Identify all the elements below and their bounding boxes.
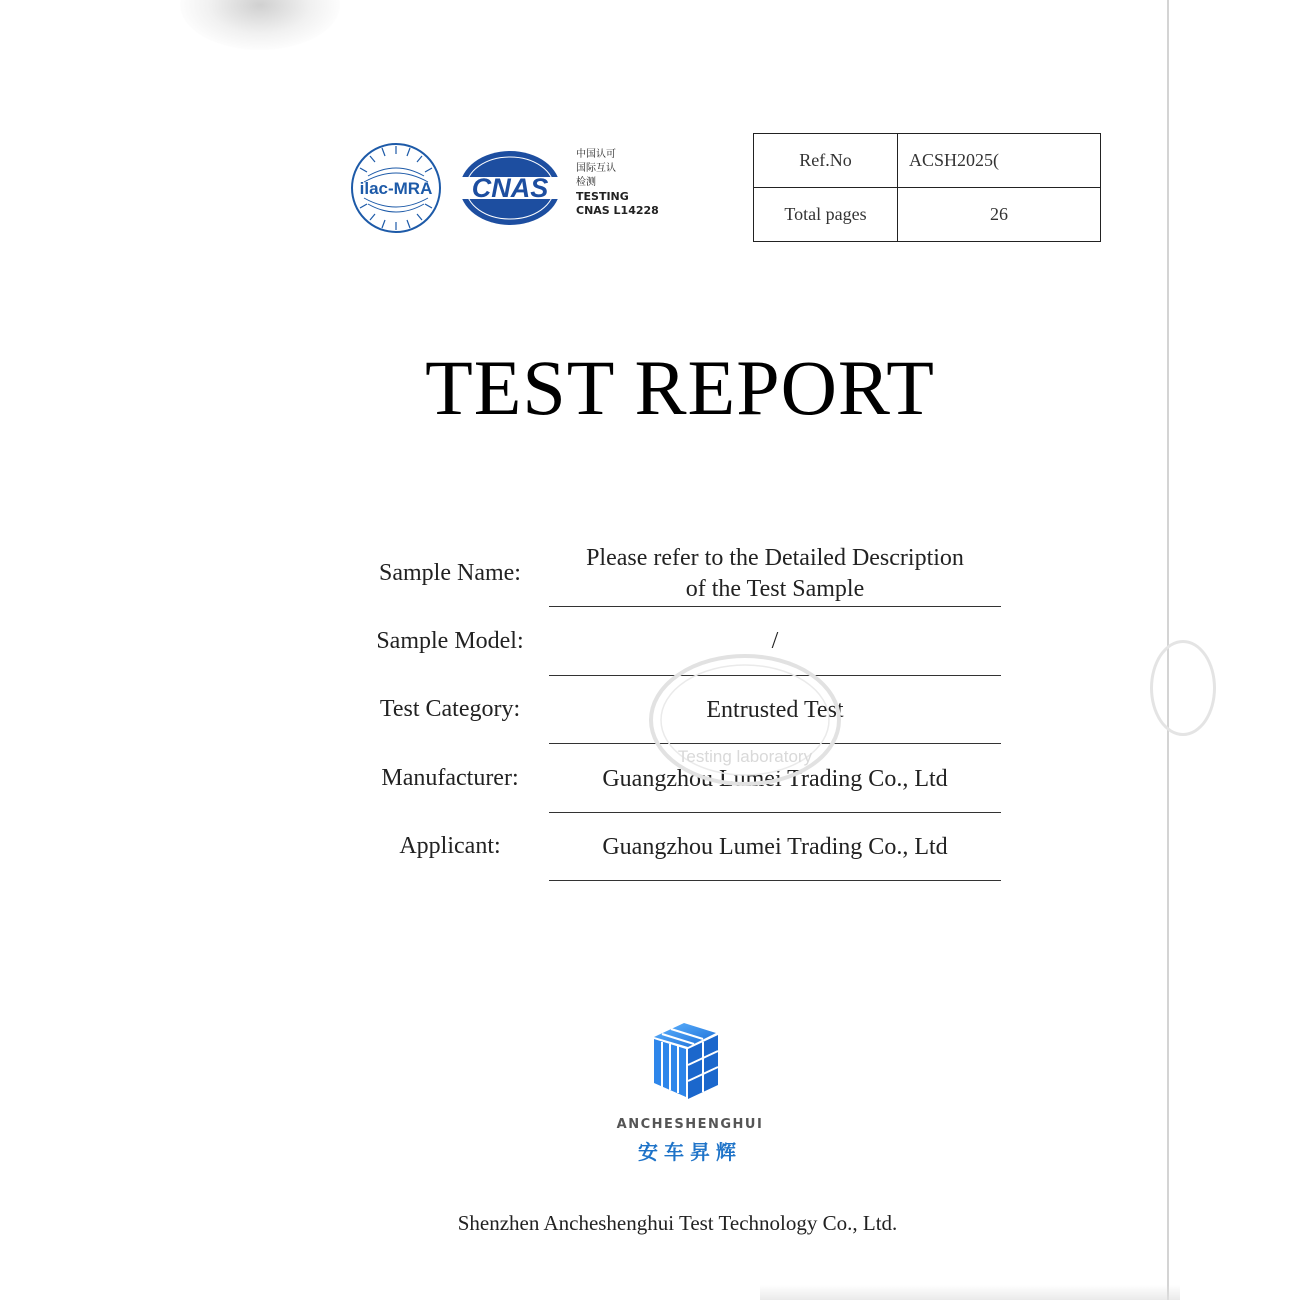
manufacturer-underline — [549, 812, 1001, 813]
ilac-mra-logo — [350, 142, 442, 234]
cnas-cn-line3: 检测 — [576, 177, 596, 188]
pages-row — [754, 188, 1101, 242]
sample-name-underline — [549, 606, 1001, 607]
test-category-value: Entrusted Test — [706, 697, 844, 723]
report-title: TEST REPORT — [425, 344, 935, 431]
adjacent-page-seal — [1150, 640, 1216, 736]
ref-value: ACSH2025( — [898, 134, 1101, 188]
applicant-value: Guangzhou Lumei Trading Co., Ltd — [602, 834, 948, 860]
sample-name-value — [549, 543, 1001, 605]
ilac-logo-text: ilac-MRA — [359, 179, 433, 198]
ancheshenghui-logo — [644, 1015, 734, 1105]
sample-name-line1: Please refer to the Detailed Description — [586, 545, 964, 571]
ref-label: Ref.No — [754, 134, 898, 188]
cnas-accreditation-text — [576, 148, 696, 218]
sample-name-label: Sample Name: — [379, 560, 521, 586]
cnas-logo-text: CNAS — [471, 173, 549, 203]
cnas-number: CNAS L14228 — [576, 204, 659, 217]
brand-name-en: ANCHESHENGHUI — [616, 1117, 764, 1132]
sample-model-label: Sample Model: — [376, 628, 524, 654]
stamp-text: Testing laboratory — [677, 747, 813, 766]
sample-name-line2: of the Test Sample — [685, 576, 865, 602]
lab-stamp-watermark — [645, 650, 845, 790]
page-margin-left — [0, 0, 190, 1300]
brand-name-cn: 安车昇辉 — [638, 1140, 742, 1164]
pages-value: 26 — [898, 188, 1101, 242]
ref-row — [754, 134, 1101, 188]
test-category-label: Test Category: — [379, 696, 521, 722]
manufacturer-value: Guangzhou Lumei Trading Co., Ltd — [602, 766, 948, 792]
cnas-logo — [456, 148, 564, 228]
cnas-testing-label: TESTING — [576, 190, 629, 203]
ref-table — [753, 133, 1101, 242]
scan-shadow — [180, 0, 340, 50]
cnas-cn-line2: 国际互认 — [576, 163, 616, 174]
cnas-cn-line1: 中国认可 — [576, 149, 616, 160]
applicant-label: Applicant: — [399, 833, 501, 859]
applicant-underline — [549, 880, 1001, 881]
bottom-shadow — [760, 1285, 1180, 1300]
footer-company-name: Shenzhen Ancheshenghui Test Technology Co., Ltd. — [457, 1211, 898, 1235]
manufacturer-label: Manufacturer: — [381, 765, 519, 791]
pages-label: Total pages — [754, 188, 898, 242]
sample-model-value: / — [771, 628, 779, 654]
